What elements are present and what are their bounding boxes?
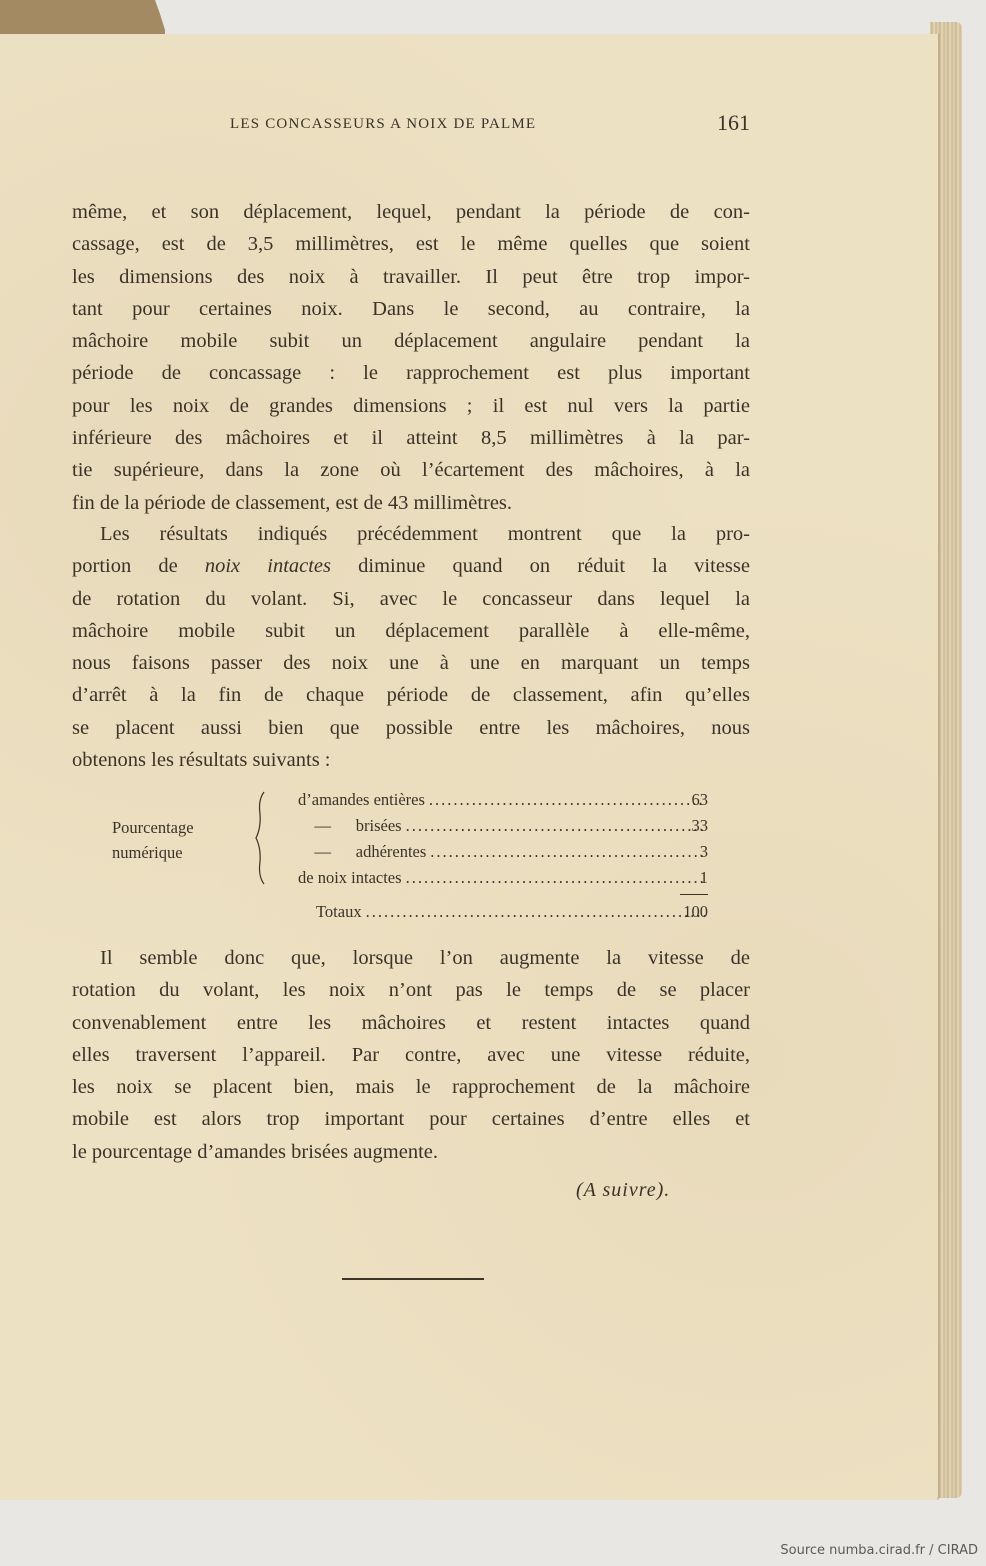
paragraph-1 [72,196,750,519]
text-line: période de concassage : le rapprochement est plus important [72,362,750,385]
results-table [72,788,750,928]
end-rule [342,1278,484,1280]
row-value: 33 [691,816,708,835]
left-brace-icon [252,790,272,886]
text-line: nous faisons passer des noix une à une en marquant un temps [72,652,750,675]
paragraph-3 [72,942,750,1168]
text-line: inférieure des mâchoires et il atteint 8,5 millimètres à la par- [72,427,750,450]
page-number: 161 [717,110,750,135]
text-line: tie supérieure, dans la zone où l’écartement des mâchoires, à la [72,459,750,482]
leader-dots [430,842,706,862]
text-line: Il semble donc que, lorsque l’on augmente la vitesse de [100,947,750,969]
italic-term: noix intactes [204,555,332,578]
text-line: rotation du volant, les noix n’ont pas le temps de se placer [72,979,750,1002]
running-title: LES CONCASSEURS A NOIX DE PALME [230,116,537,132]
table-row [298,816,710,842]
text-fragment: diminue quand on réduit la vitesse [331,555,750,578]
continuation-note: (A suivre). [576,1179,671,1201]
running-head [72,110,750,140]
row-label: de noix intactes [298,868,402,887]
paragraph-2 [72,518,750,776]
total-rule [680,894,708,895]
total-row [316,902,710,928]
text-line: le pourcentage d’amandes brisées augmente. [72,1140,438,1163]
text-fragment: portion de [72,555,205,578]
text-line: pour les noix de grandes dimensions ; il est nul vers la partie [72,394,750,417]
text-line: elles traversent l’appareil. Par contre, avec une vitesse réduite, [72,1043,750,1066]
text-line: tant pour certaines noix. Dans le second, au contraire, la [72,297,750,320]
text-line: les noix se placent bien, mais le rapprochement de la mâchoire [72,1076,750,1099]
leader-dots [406,868,706,888]
text-line: fin de la période de classement, est de 43 millimètres. [72,491,513,514]
source-credit: Source numba.cirad.fr / CIRAD [780,1543,978,1558]
text-line: d’arrêt à la fin de chaque période de classement, afin qu’elles [72,684,750,707]
group-label-line2: numérique [112,843,183,862]
row-label: — adhérentes [298,842,427,861]
total-label: Totaux [316,902,362,921]
total-value: 100 [683,902,708,921]
group-label-line1: Pourcentage [112,818,194,837]
row-value: 1 [699,868,708,887]
text-line: mâchoire mobile subit un déplacement parallèle à elle-même, [72,619,750,642]
text-line: mâchoire mobile subit un déplacement angulaire pendant la [72,330,750,353]
leader-dots [366,902,706,922]
leader-dots [406,816,706,836]
table-row [298,868,710,894]
text-line: convenablement entre les mâchoires et restent intactes quand [72,1011,750,1034]
text-line [72,550,750,582]
torn-paper-tab [0,0,165,36]
text-line: les dimensions des noix à travailler. Il peut être trop impor- [72,265,750,288]
table-row [298,842,710,868]
text-line: Les résultats indiqués précédemment montrent que la pro- [100,523,750,545]
text-line: mobile est alors trop important pour certaines d’entre elles et [72,1108,750,1131]
text-line: même, et son déplacement, lequel, pendant la période de con- [72,201,750,223]
row-value: 3 [699,842,708,861]
row-value: 63 [691,790,708,809]
text-line: cassage, est de 3,5 millimètres, est le même quelles que soient [72,233,750,256]
text-line: obtenons les résultats suivants : [72,749,331,772]
scanned-page [0,34,940,1500]
text-line: de rotation du volant. Si, avec le concasseur dans lequel la [72,587,750,610]
text-line: se placent aussi bien que possible entre les mâchoires, nous [72,716,750,739]
table-row [298,790,710,816]
row-label: — brisées [298,816,402,835]
row-label: d’amandes entières [298,790,425,809]
leader-dots [429,790,706,810]
